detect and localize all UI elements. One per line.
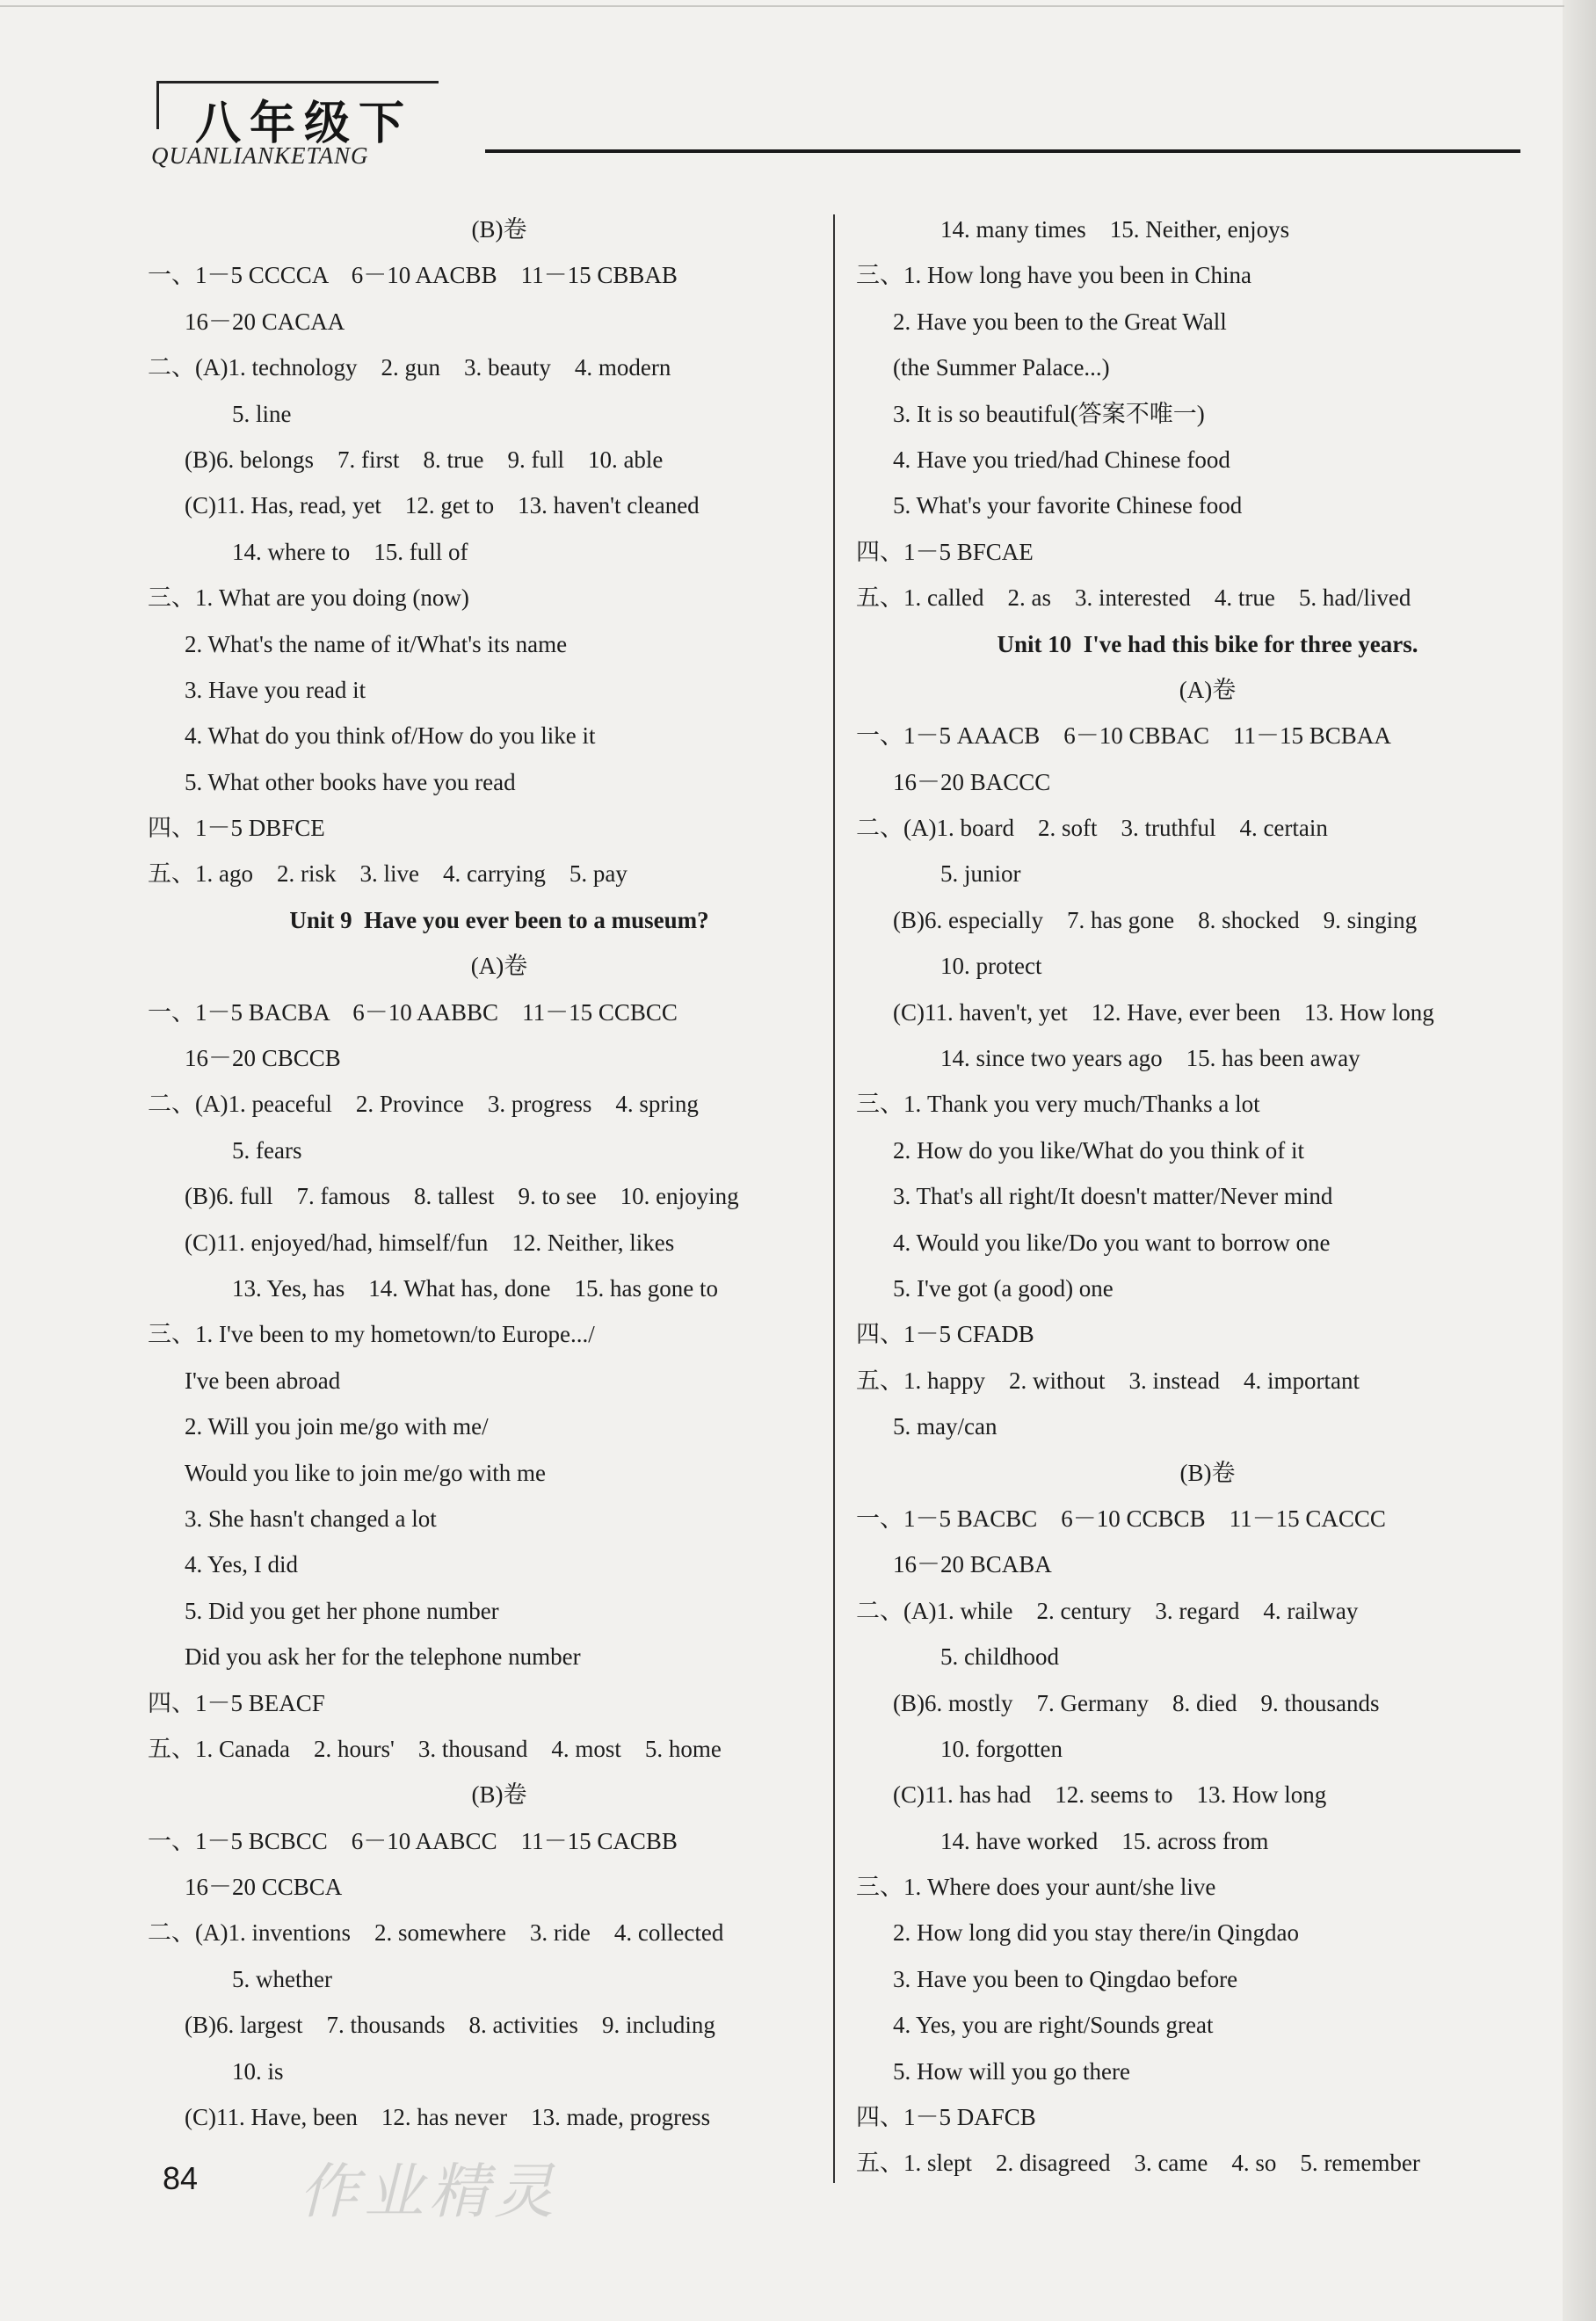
answer-line: 一、1－5 AAACB 6－10 CBBAC 11－15 BCBAA [856,722,1391,750]
answer-line: 2. Will you join me/go with me/ [185,1413,489,1440]
answer-line: 16－20 BCABA [893,1551,1052,1578]
answer-line: (B)6. belongs 7. first 8. true 9. full 10. able [185,446,664,473]
answer-line: 14. since two years ago 15. has been away [940,1045,1360,1072]
answer-line: 5. line [232,400,292,427]
answer-line: 三、1. What are you doing (now) [148,584,469,612]
answer-line: 16－20 BACCC [893,768,1051,795]
answer-line: 5. may/can [893,1413,997,1440]
answer-line: (B)6. largest 7. thousands 8. activities 9. including [185,2012,715,2039]
answer-line: 5. What's your favorite Chinese food [893,492,1243,519]
answer-line: 三、1. I've been to my hometown/to Europe.../ [148,1321,595,1348]
answer-line: (B)6. mostly 7. Germany 8. died 9. thousands [893,1689,1380,1716]
answer-line: 5. junior [940,860,1021,888]
answer-line: 10. protect [940,953,1042,980]
answer-line: 三、1. How long have you been in China [856,262,1251,289]
answer-line: 二、(A)1. peaceful 2. Province 3. progress 4. spring [148,1091,699,1118]
answer-line: 三、1. Where does your aunt/she live [856,1874,1216,1901]
answer-line: 五、1. Canada 2. hours' 3. thousand 4. most 5. home [148,1735,722,1762]
answer-line: 二、(A)1. while 2. century 3. regard 4. railway [856,1597,1359,1624]
answer-line: 14. have worked 15. across from [940,1827,1269,1854]
answer-line: 2. How do you like/What do you think of it [893,1136,1304,1164]
answer-line: (C)11. Have, been 12. has never 13. made, progress [185,2104,711,2131]
answer-line: 3. It is so beautiful(答案不唯一) [893,400,1205,427]
page-number: 84 [163,2160,199,2196]
answer-line: 4. Yes, you are right/Sounds great [893,2012,1214,2039]
answer-line: (B)6. full 7. famous 8. tallest 9. to see 10. enjoying [185,1183,739,1210]
header-rule [485,149,1520,153]
answer-line: (B)卷 [471,1781,527,1809]
answer-line: 14. many times 15. Neither, enjoys [940,216,1290,243]
answer-line: (B)卷 [471,216,527,243]
answer-line: 16－20 CCBCA [185,1874,343,1901]
answer-line: 四、1－5 DAFCB [856,2104,1036,2131]
answer-line: 5. whether [232,1965,332,1992]
answer-line: 5. I've got (a good) one [893,1274,1114,1302]
answer-line: 3. Have you read it [185,676,366,703]
answer-line: 二、(A)1. board 2. soft 3. truthful 4. certain [856,815,1328,842]
column-divider [833,214,835,2183]
answer-line: 五、1. slept 2. disagreed 3. came 4. so 5. remember [856,2150,1420,2177]
header-title: 八年级下 [195,98,414,150]
answer-line: 2. How long did you stay there/in Qingdao [893,1919,1299,1947]
answer-line: 5. What other books have you read [185,768,516,795]
answer-line: 五、1. called 2. as 3. interested 4. true 5. had/lived [856,584,1411,612]
answer-line: 5. Did you get her phone number [185,1597,499,1624]
answer-line: I've been abroad [185,1367,341,1394]
answer-line: Did you ask her for the telephone number [185,1643,581,1671]
answer-line: 10. forgotten [940,1735,1063,1762]
answer-line: 五、1. ago 2. risk 3. live 4. carrying 5. pay [148,860,628,888]
answer-line: 2. What's the name of it/What's its name [185,630,568,657]
answer-line: 14. where to 15. full of [232,538,468,565]
answer-line: 16－20 CBCCB [185,1045,341,1072]
left-answer-column [148,207,851,2140]
answer-line: 5. fears [232,1136,302,1164]
answer-line: 一、1－5 CCCCA 6－10 AACBB 11－15 CBBAB [148,262,678,289]
answer-line: (the Summer Palace...) [893,354,1110,381]
answer-line: 16－20 CACAA [185,308,345,335]
answer-line: (B)6. especially 7. has gone 8. shocked 9. singing [893,906,1418,933]
answer-line: 一、1－5 BACBA 6－10 AABBC 11－15 CCBCC [148,998,678,1026]
top-rule [0,5,1564,7]
answer-line: (B)卷 [1179,1459,1236,1486]
watermark-text: 作业精灵 [299,2158,560,2227]
answer-line: 四、1－5 BFCAE [856,538,1034,565]
answer-line: 三、1. Thank you very much/Thanks a lot [856,1091,1260,1118]
header-subtitle: QUANLIANKETANG [151,142,369,169]
answer-line: 4. Have you tried/had Chinese food [893,446,1230,473]
answer-line: (C)11. has had 12. seems to 13. How long [893,1781,1327,1809]
answer-line: (C)11. haven't, yet 12. Have, ever been 13. How long [893,998,1434,1026]
answer-line: Would you like to join me/go with me [185,1459,547,1486]
answer-line: 3. She hasn't changed a lot [185,1505,437,1532]
answer-line: (A)卷 [470,953,528,980]
answer-line: Unit 9 Have you ever been to a museum? [289,906,709,933]
answer-line: 2. Have you been to the Great Wall [893,308,1227,335]
page-header [151,81,1522,178]
answer-line: (C)11. enjoyed/had, himself/fun 12. Neither, likes [185,1229,675,1256]
answer-line: 二、(A)1. technology 2. gun 3. beauty 4. modern [148,354,671,381]
answer-line: 10. is [232,2057,284,2085]
answer-line: 5. How will you go there [893,2057,1130,2085]
answer-line: 一、1－5 BCBCC 6－10 AABCC 11－15 CACBB [148,1827,678,1854]
answer-line: 4. What do you think of/How do you like it [185,722,596,750]
answer-line: 3. Have you been to Qingdao before [893,1965,1238,1992]
answer-line: 4. Yes, I did [185,1551,299,1578]
answer-line: 二、(A)1. inventions 2. somewhere 3. ride 4. collected [148,1919,724,1947]
answer-line: 四、1－5 CFADB [856,1321,1034,1348]
answer-line: 五、1. happy 2. without 3. instead 4. important [856,1367,1360,1394]
page-edge-shadow [1563,0,1596,2321]
answer-line: (A)卷 [1179,676,1237,703]
answer-line: 5. childhood [940,1643,1059,1671]
answer-line: 13. Yes, has 14. What has, done 15. has gone to [232,1274,718,1302]
answer-line: 3. That's all right/It doesn't matter/Never mind [893,1183,1333,1210]
answer-line: 四、1－5 DBFCE [148,815,325,842]
answer-line: (C)11. Has, read, yet 12. get to 13. haven't cleaned [185,492,700,519]
answer-line: 4. Would you like/Do you want to borrow one [893,1229,1331,1256]
right-answer-column [856,207,1559,2187]
answer-line: Unit 10 I've had this bike for three years. [997,630,1418,657]
answer-line: 四、1－5 BEACF [148,1689,325,1716]
answer-line: 一、1－5 BACBC 6－10 CCBCB 11－15 CACCC [856,1505,1386,1532]
